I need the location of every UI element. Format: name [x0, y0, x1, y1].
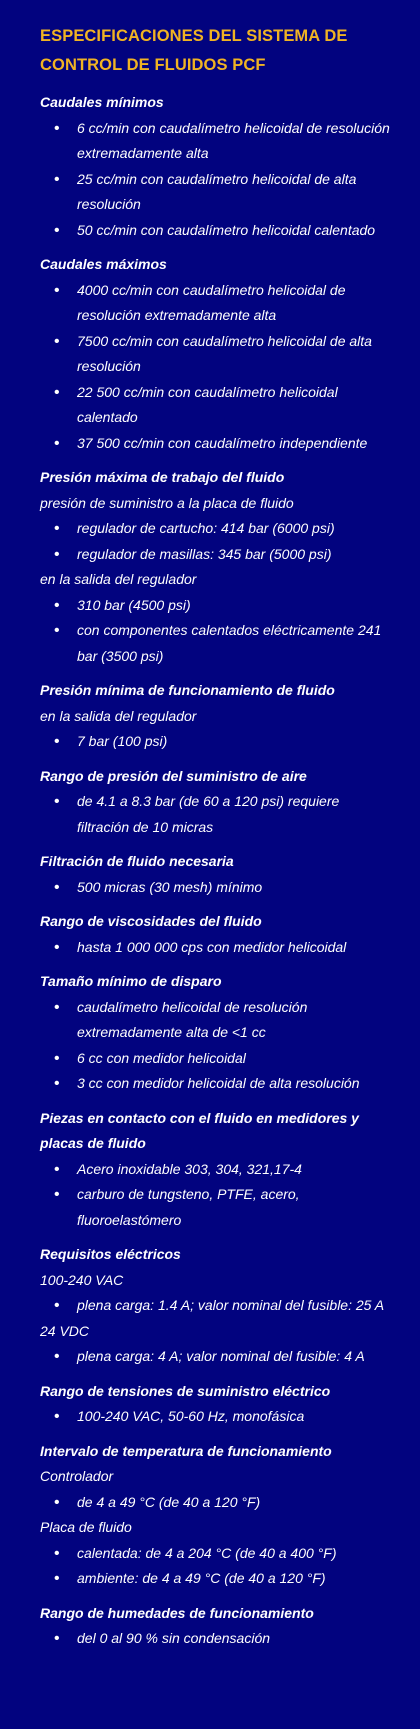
bullet-list	[40, 995, 390, 1097]
section-subheading: 100-240 VAC	[40, 1271, 124, 1288]
list-item: • plena carga: 4 A; valor nominal del fusible: 4 A	[40, 1344, 390, 1370]
section-subheading: presión de suministro a la placa de fluido	[40, 494, 294, 511]
list-item: • Acero inoxidable 303, 304, 321,17-4	[40, 1157, 390, 1183]
spec-section	[40, 1601, 390, 1652]
section-heading: Rango de viscosidades del fluido	[40, 913, 262, 929]
section-heading: Filtración de fluido necesaria	[40, 853, 234, 869]
bullet-list	[40, 1541, 390, 1592]
bullet-list	[40, 1490, 390, 1516]
section-heading: Tamaño mínimo de disparo	[40, 973, 222, 989]
list-item: • 25 cc/min con caudalímetro helicoidal de alta resolución	[40, 167, 390, 218]
spec-section	[40, 1106, 390, 1234]
spec-section	[40, 1379, 390, 1430]
bullet-list	[40, 1626, 390, 1652]
list-item: • hasta 1 000 000 cps con medidor helicoidal	[40, 935, 390, 961]
bullet-list	[40, 729, 390, 755]
section-subheading: 24 VDC	[40, 1322, 90, 1339]
list-item: • 50 cc/min con caudalímetro helicoidal calentado	[40, 218, 390, 244]
section-heading: Rango de humedades de funcionamiento	[40, 1604, 314, 1621]
bullet-list	[40, 935, 390, 961]
section-heading: Caudales mínimos	[40, 94, 164, 110]
section-heading: Caudales máximos	[40, 256, 167, 272]
bullet-list	[40, 516, 390, 567]
list-item: • ambiente: de 4 a 49 °C (de 40 a 120 °F)	[40, 1566, 390, 1592]
bullet-list	[40, 1157, 390, 1234]
list-item: • carburo de tungsteno, PTFE, acero, fluoroelastómero	[40, 1182, 390, 1233]
list-item: • 310 bar (4500 psi)	[40, 593, 390, 619]
spec-section	[40, 969, 390, 1097]
spec-section	[40, 1439, 390, 1592]
list-item: • 3 cc con medidor helicoidal de alta resolución	[40, 1071, 390, 1097]
section-heading: Presión máxima de trabajo del fluido	[40, 469, 285, 485]
list-item: • regulador de cartucho: 414 bar (6000 psi)	[40, 516, 390, 542]
section-heading: Requisitos eléctricos	[40, 1246, 181, 1262]
list-item: • 4000 cc/min con caudalímetro helicoidal de resolución extremadamente alta	[40, 278, 390, 329]
list-item: • 6 cc/min con caudalímetro helicoidal de resolución extremadamente alta	[40, 116, 390, 167]
spec-section	[40, 764, 390, 841]
list-item: • con componentes calentados eléctricamente 241 bar (3500 psi)	[40, 618, 390, 669]
bullet-list	[40, 1293, 390, 1319]
section-heading: Presión mínima de funcionamiento de fluido	[40, 682, 335, 698]
list-item: • 7 bar (100 psi)	[40, 729, 390, 755]
list-item: • 22 500 cc/min con caudalímetro helicoidal calentado	[40, 380, 390, 431]
section-heading: Rango de tensiones de suministro eléctrico	[40, 1382, 331, 1399]
section-subheading: Controlador	[40, 1468, 114, 1484]
spec-section	[40, 678, 390, 755]
section-subheading: en la salida del regulador	[40, 707, 197, 724]
spec-sections	[40, 90, 390, 1652]
list-item: • de 4.1 a 8.3 bar (de 60 a 120 psi) requiere filtración de 10 micras	[40, 789, 390, 840]
section-heading: Rango de presión del suministro de aire	[40, 767, 307, 784]
list-item: • 100-240 VAC, 50-60 Hz, monofásica	[40, 1404, 390, 1430]
list-item: • de 4 a 49 °C (de 40 a 120 °F)	[40, 1490, 390, 1516]
bullet-list	[40, 875, 390, 901]
list-item: • 6 cc con medidor helicoidal	[40, 1046, 390, 1072]
spec-section	[40, 90, 390, 243]
list-item: • 37 500 cc/min con caudalímetro independiente	[40, 431, 390, 457]
section-heading: Piezas en contacto con el fluido en medidores y placas de fluido	[40, 1109, 359, 1151]
spec-section	[40, 849, 390, 900]
list-item: • del 0 al 90 % sin condensación	[40, 1626, 390, 1652]
list-item: • 500 micras (30 mesh) mínimo	[40, 875, 390, 901]
bullet-list	[40, 1404, 390, 1430]
bullet-list	[40, 593, 390, 670]
section-subheading: en la salida del regulador	[40, 571, 197, 587]
spec-section	[40, 465, 390, 669]
bullet-list	[40, 1344, 390, 1370]
bullet-list	[40, 789, 390, 840]
list-item: • 7500 cc/min con caudalímetro helicoidal de alta resolución	[40, 329, 390, 380]
section-subheading: Placa de fluido	[40, 1519, 132, 1535]
bullet-list	[40, 278, 390, 457]
list-item: • plena carga: 1.4 A; valor nominal del fusible: 25 A	[40, 1293, 390, 1319]
spec-section	[40, 1242, 390, 1370]
spec-section	[40, 252, 390, 456]
list-item: • caudalímetro helicoidal de resolución extremadamente alta de <1 cc	[40, 995, 390, 1046]
page-title: ESPECIFICACIONES DEL SISTEMA DE CONTROL DE FLUIDOS PCF	[40, 27, 348, 74]
section-heading: Intervalo de temperatura de funcionamiento	[40, 1442, 332, 1459]
list-item: • calentada: de 4 a 204 °C (de 40 a 400 °F)	[40, 1541, 390, 1567]
list-item: • regulador de masillas: 345 bar (5000 psi)	[40, 542, 390, 568]
spec-section	[40, 909, 390, 960]
bullet-list	[40, 116, 390, 244]
